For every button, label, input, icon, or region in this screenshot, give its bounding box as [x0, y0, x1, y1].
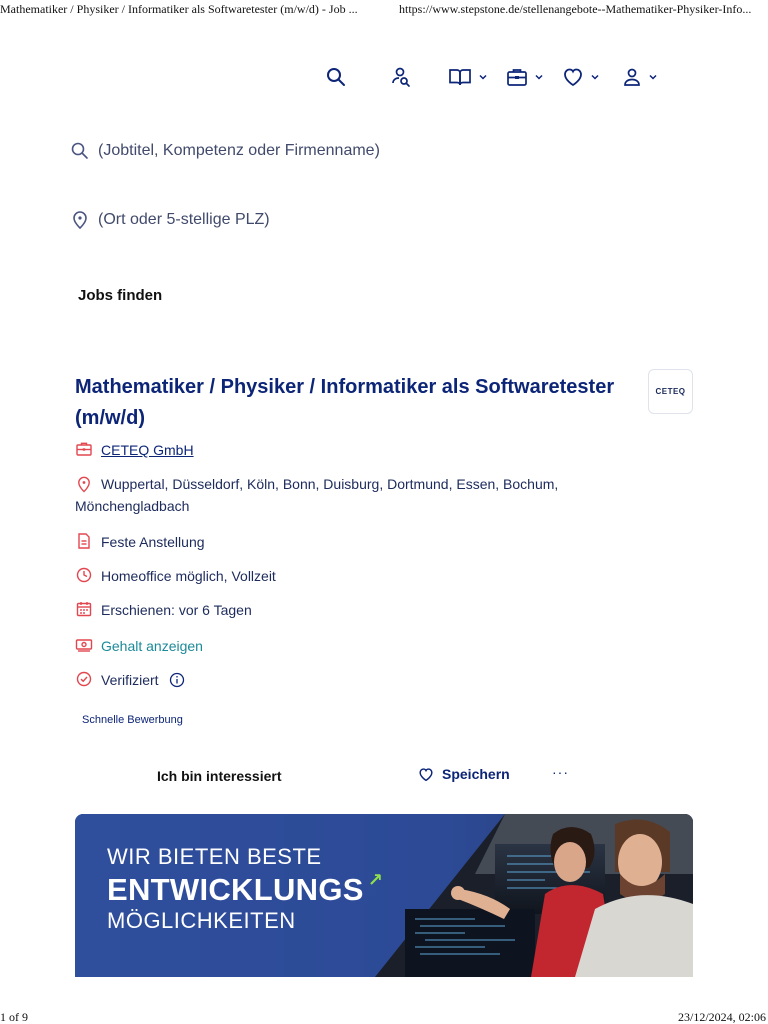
- meta-work-model: [75, 565, 635, 587]
- save-job-button[interactable]: [418, 766, 510, 782]
- document-icon: [75, 532, 93, 550]
- banner-line-2-text: ENTWICKLUNGS: [107, 872, 364, 907]
- profile-search-icon: [390, 66, 412, 88]
- briefcase-icon: [75, 440, 93, 458]
- page-count: 1 of 9: [0, 1010, 28, 1024]
- employer-banner: [75, 814, 693, 977]
- search-icon: [326, 67, 346, 87]
- verified-label: Verifiziert: [101, 672, 159, 688]
- print-header: [0, 0, 768, 18]
- company-link[interactable]: CETEQ GmbH: [101, 442, 194, 458]
- banner-line-2: [107, 870, 383, 908]
- nav-account-button[interactable]: [622, 62, 658, 92]
- save-job-label: Speichern: [442, 766, 510, 782]
- print-footer: [0, 1008, 768, 1024]
- money-icon: [75, 636, 93, 654]
- chevron-down-icon: [478, 72, 488, 82]
- nav-career-guide-button[interactable]: [448, 62, 488, 92]
- print-header-url: https://www.stepstone.de/stellenangebote--Mathematiker-Physiker-Info...: [399, 2, 752, 16]
- chevron-down-icon: [534, 72, 544, 82]
- job-locations: Wuppertal, Düsseldorf, Köln, Bonn, Duisburg, Dortmund, Essen, Bochum, Mönchengladbach: [75, 476, 559, 514]
- nav-search-button[interactable]: [326, 62, 356, 92]
- arrow-up-right-icon: ↗: [367, 870, 384, 890]
- job-title: Mathematiker / Physiker / Informatiker als Softwaretester (m/w/d): [75, 376, 615, 429]
- heart-icon: [562, 67, 584, 87]
- meta-contract: [75, 531, 635, 553]
- meta-locations: [75, 473, 635, 517]
- meta-verified: [75, 669, 635, 691]
- search-icon: [70, 141, 90, 161]
- meta-salary: [75, 635, 635, 657]
- nav-employer-button[interactable]: [506, 62, 544, 92]
- location-pin-icon: [70, 210, 90, 230]
- job-action-row: [0, 764, 768, 788]
- user-icon: [622, 67, 642, 87]
- location-search-input[interactable]: [98, 211, 498, 229]
- meta-company: [75, 439, 635, 461]
- interested-button[interactable]: Ich bin interessiert: [157, 768, 282, 784]
- briefcase-icon: [506, 67, 528, 87]
- print-datetime: 23/12/2024, 02:06: [677, 1010, 766, 1024]
- chevron-down-icon: [590, 72, 600, 82]
- location-pin-icon: [75, 475, 93, 493]
- clock-icon: [75, 566, 93, 584]
- check-circle-icon: [75, 670, 93, 688]
- banner-line-1: WIR BIETEN BESTE: [107, 844, 322, 869]
- book-icon: [448, 67, 472, 87]
- print-header-title: Mathematiker / Physiker / Informatiker als Softwaretester (m/w/d) - Job ...: [0, 2, 358, 16]
- quick-apply-badge: Schnelle Bewerbung: [82, 714, 183, 726]
- company-logo[interactable]: [648, 369, 693, 414]
- heart-icon: [418, 767, 434, 782]
- job-title-search-input[interactable]: [98, 142, 498, 160]
- job-search-row: [70, 139, 498, 163]
- chevron-down-icon: [648, 72, 658, 82]
- find-jobs-button[interactable]: Jobs finden: [78, 287, 163, 304]
- top-navigation: [326, 62, 658, 92]
- meta-published: [75, 599, 635, 621]
- more-options-button[interactable]: ···: [552, 764, 569, 780]
- salary-link[interactable]: Gehalt anzeigen: [101, 638, 203, 654]
- job-published-date: Erschienen: vor 6 Tagen: [101, 602, 252, 618]
- job-work-model: Homeoffice möglich, Vollzeit: [101, 568, 276, 584]
- location-search-row: [70, 208, 498, 232]
- info-icon[interactable]: [169, 672, 185, 688]
- calendar-icon: [75, 600, 93, 618]
- banner-line-3: MÖGLICHKEITEN: [107, 908, 296, 933]
- job-contract-type: Feste Anstellung: [101, 534, 205, 550]
- nav-job-agent-button[interactable]: [390, 62, 420, 92]
- nav-favorites-button[interactable]: [562, 62, 600, 92]
- locations-wrapper: [75, 473, 635, 517]
- company-logo-text: CETEQ: [655, 387, 686, 396]
